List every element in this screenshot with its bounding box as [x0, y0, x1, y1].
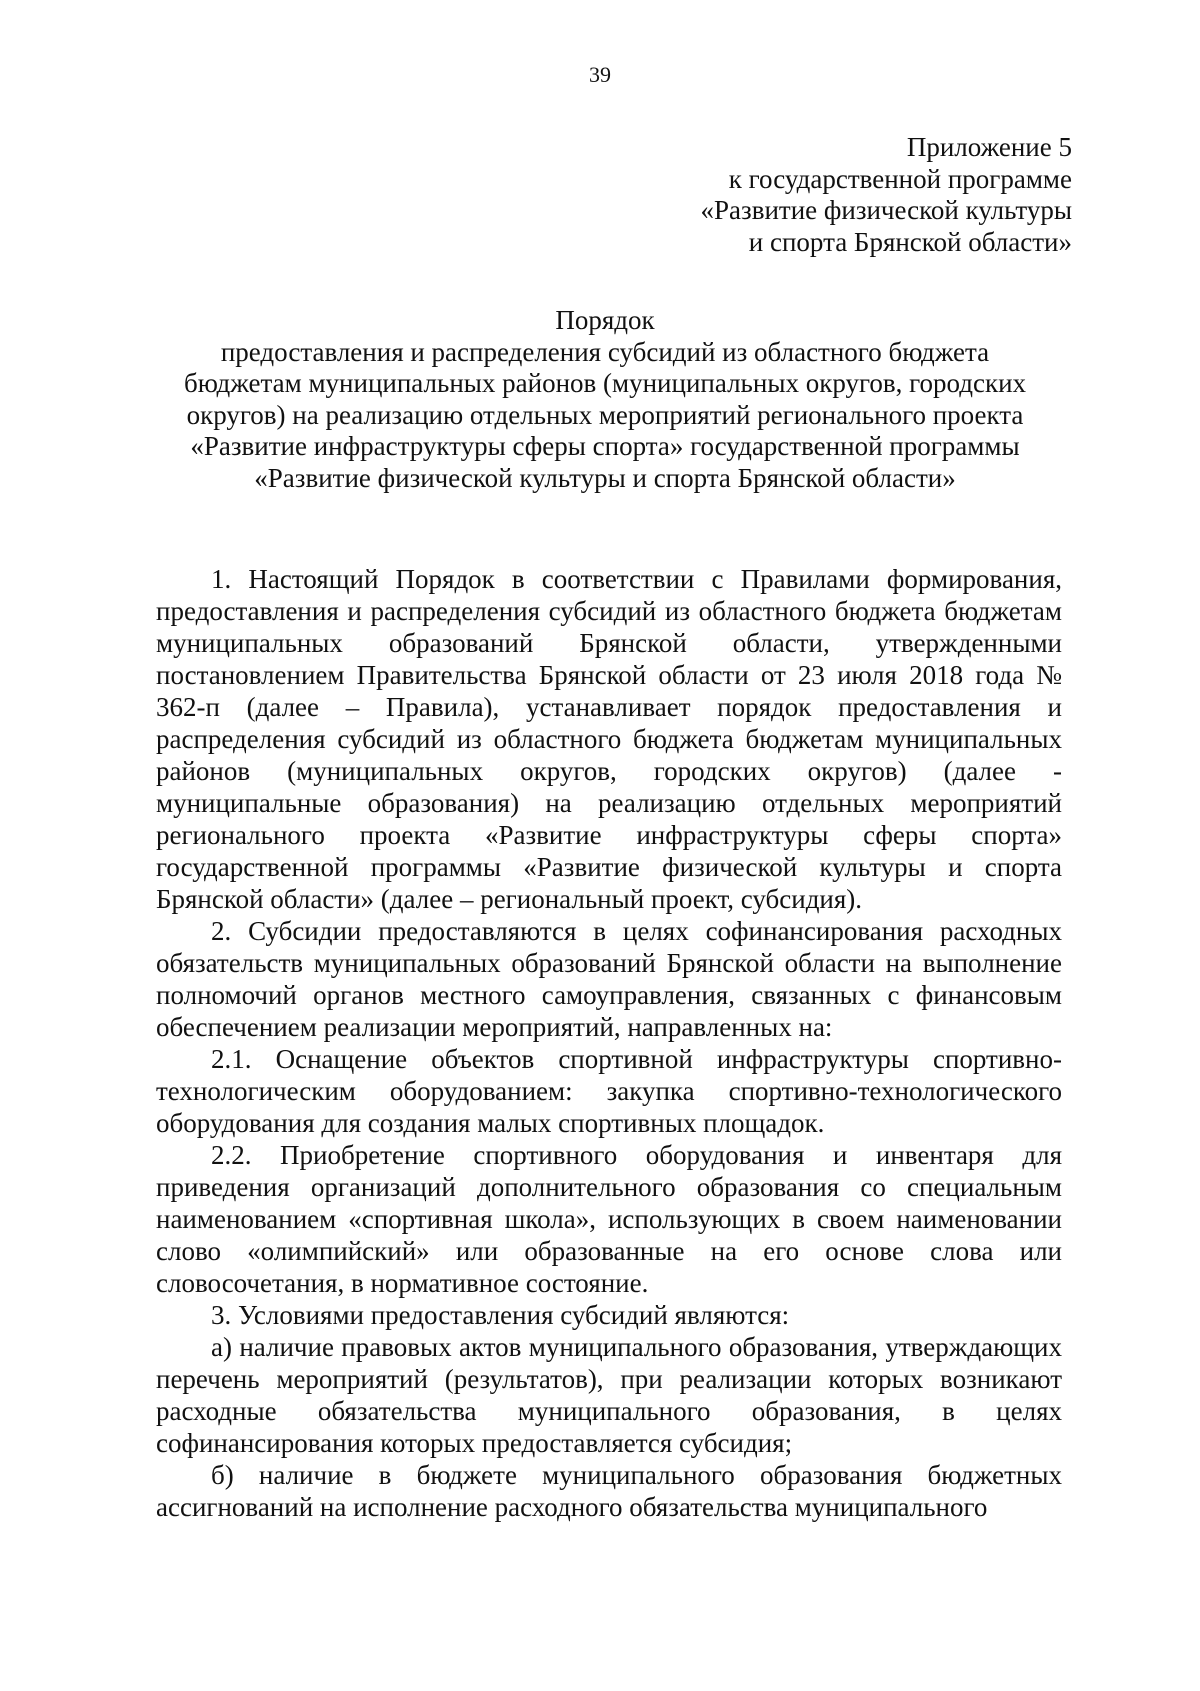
title-line: «Развитие инфраструктуры сферы спорта» государственной программы — [190, 431, 1020, 461]
appendix-header — [472, 132, 1072, 258]
paragraph-2-2: 2.2. Приобретение спортивного оборудования и инвентаря для приведения организаций дополнительного образования со специальным наименованием «спортивная школа», использующих в своем наименовании слово «олимпийский» или образованные на его основе слова или словосочетания, в нормативное состояние. — [156, 1140, 1062, 1298]
paragraph-3-b: б) наличие в бюджете муниципального образования бюджетных ассигнований на исполнение расходного обязательства муниципального — [156, 1460, 1062, 1522]
page-number: 39 — [589, 62, 611, 87]
paragraph-2: 2. Субсидии предоставляются в целях софинансирования расходных обязательств муниципальных образований Брянской области на выполнение полномочий органов местного самоуправления, связанных с финансовым обеспечением реализации мероприятий, направленных на: — [156, 916, 1062, 1042]
appendix-line: и спорта Брянской области» — [748, 226, 1072, 257]
paragraph-3: 3. Условиями предоставления субсидий являются: — [211, 1300, 790, 1330]
title-line: округов) на реализацию отдельных мероприятий регионального проекта — [186, 399, 1024, 430]
appendix-line: «Развитие физической культуры — [700, 195, 1072, 225]
document-body — [156, 563, 1062, 1523]
document-title — [150, 305, 1060, 494]
title-line: «Развитие физической культуры и спорта Брянской области» — [254, 462, 956, 493]
appendix-line: Приложение 5 — [906, 132, 1072, 162]
appendix-line: к государственной программе — [728, 163, 1072, 194]
paragraph-3-a: а) наличие правовых актов муниципального образования, утверждающих перечень мероприятий (результатов), при реализации которых возникают расходные обязательства муниципального образования, в целях софинансирования которых предоставляется субсидия; — [156, 1332, 1062, 1458]
paragraph-1: 1. Настоящий Порядок в соответствии с Правилами формирования, предоставления и распределения субсидий из областного бюджета бюджетам муниципальных образований Брянской области, утвержденными постановлением Правительства Брянской области от 23 июля 2018 года № 362-п (далее – Правила), устанавливает порядок предоставления и распределения субсидий из областного бюджета бюджетам муниципальных районов (муниципальных округов, городских округов) (далее - муниципальные образования) на реализацию отдельных мероприятий регионального проекта «Развитие инфраструктуры сферы спорта» государственной программы «Развитие физической культуры и спорта Брянской области» (далее – региональный проект, субсидия). — [156, 564, 1062, 914]
title-heading: Порядок — [555, 305, 655, 335]
title-line: предоставления и распределения субсидий из областного бюджета — [220, 336, 990, 367]
title-line: бюджетам муниципальных районов (муниципальных округов, городских — [183, 368, 1027, 398]
paragraph-2-1: 2.1. Оснащение объектов спортивной инфраструктуры спортивно-технологическим оборудованием: закупка спортивно-технологического оборудования для создания малых спортивных площадок. — [156, 1044, 1062, 1138]
